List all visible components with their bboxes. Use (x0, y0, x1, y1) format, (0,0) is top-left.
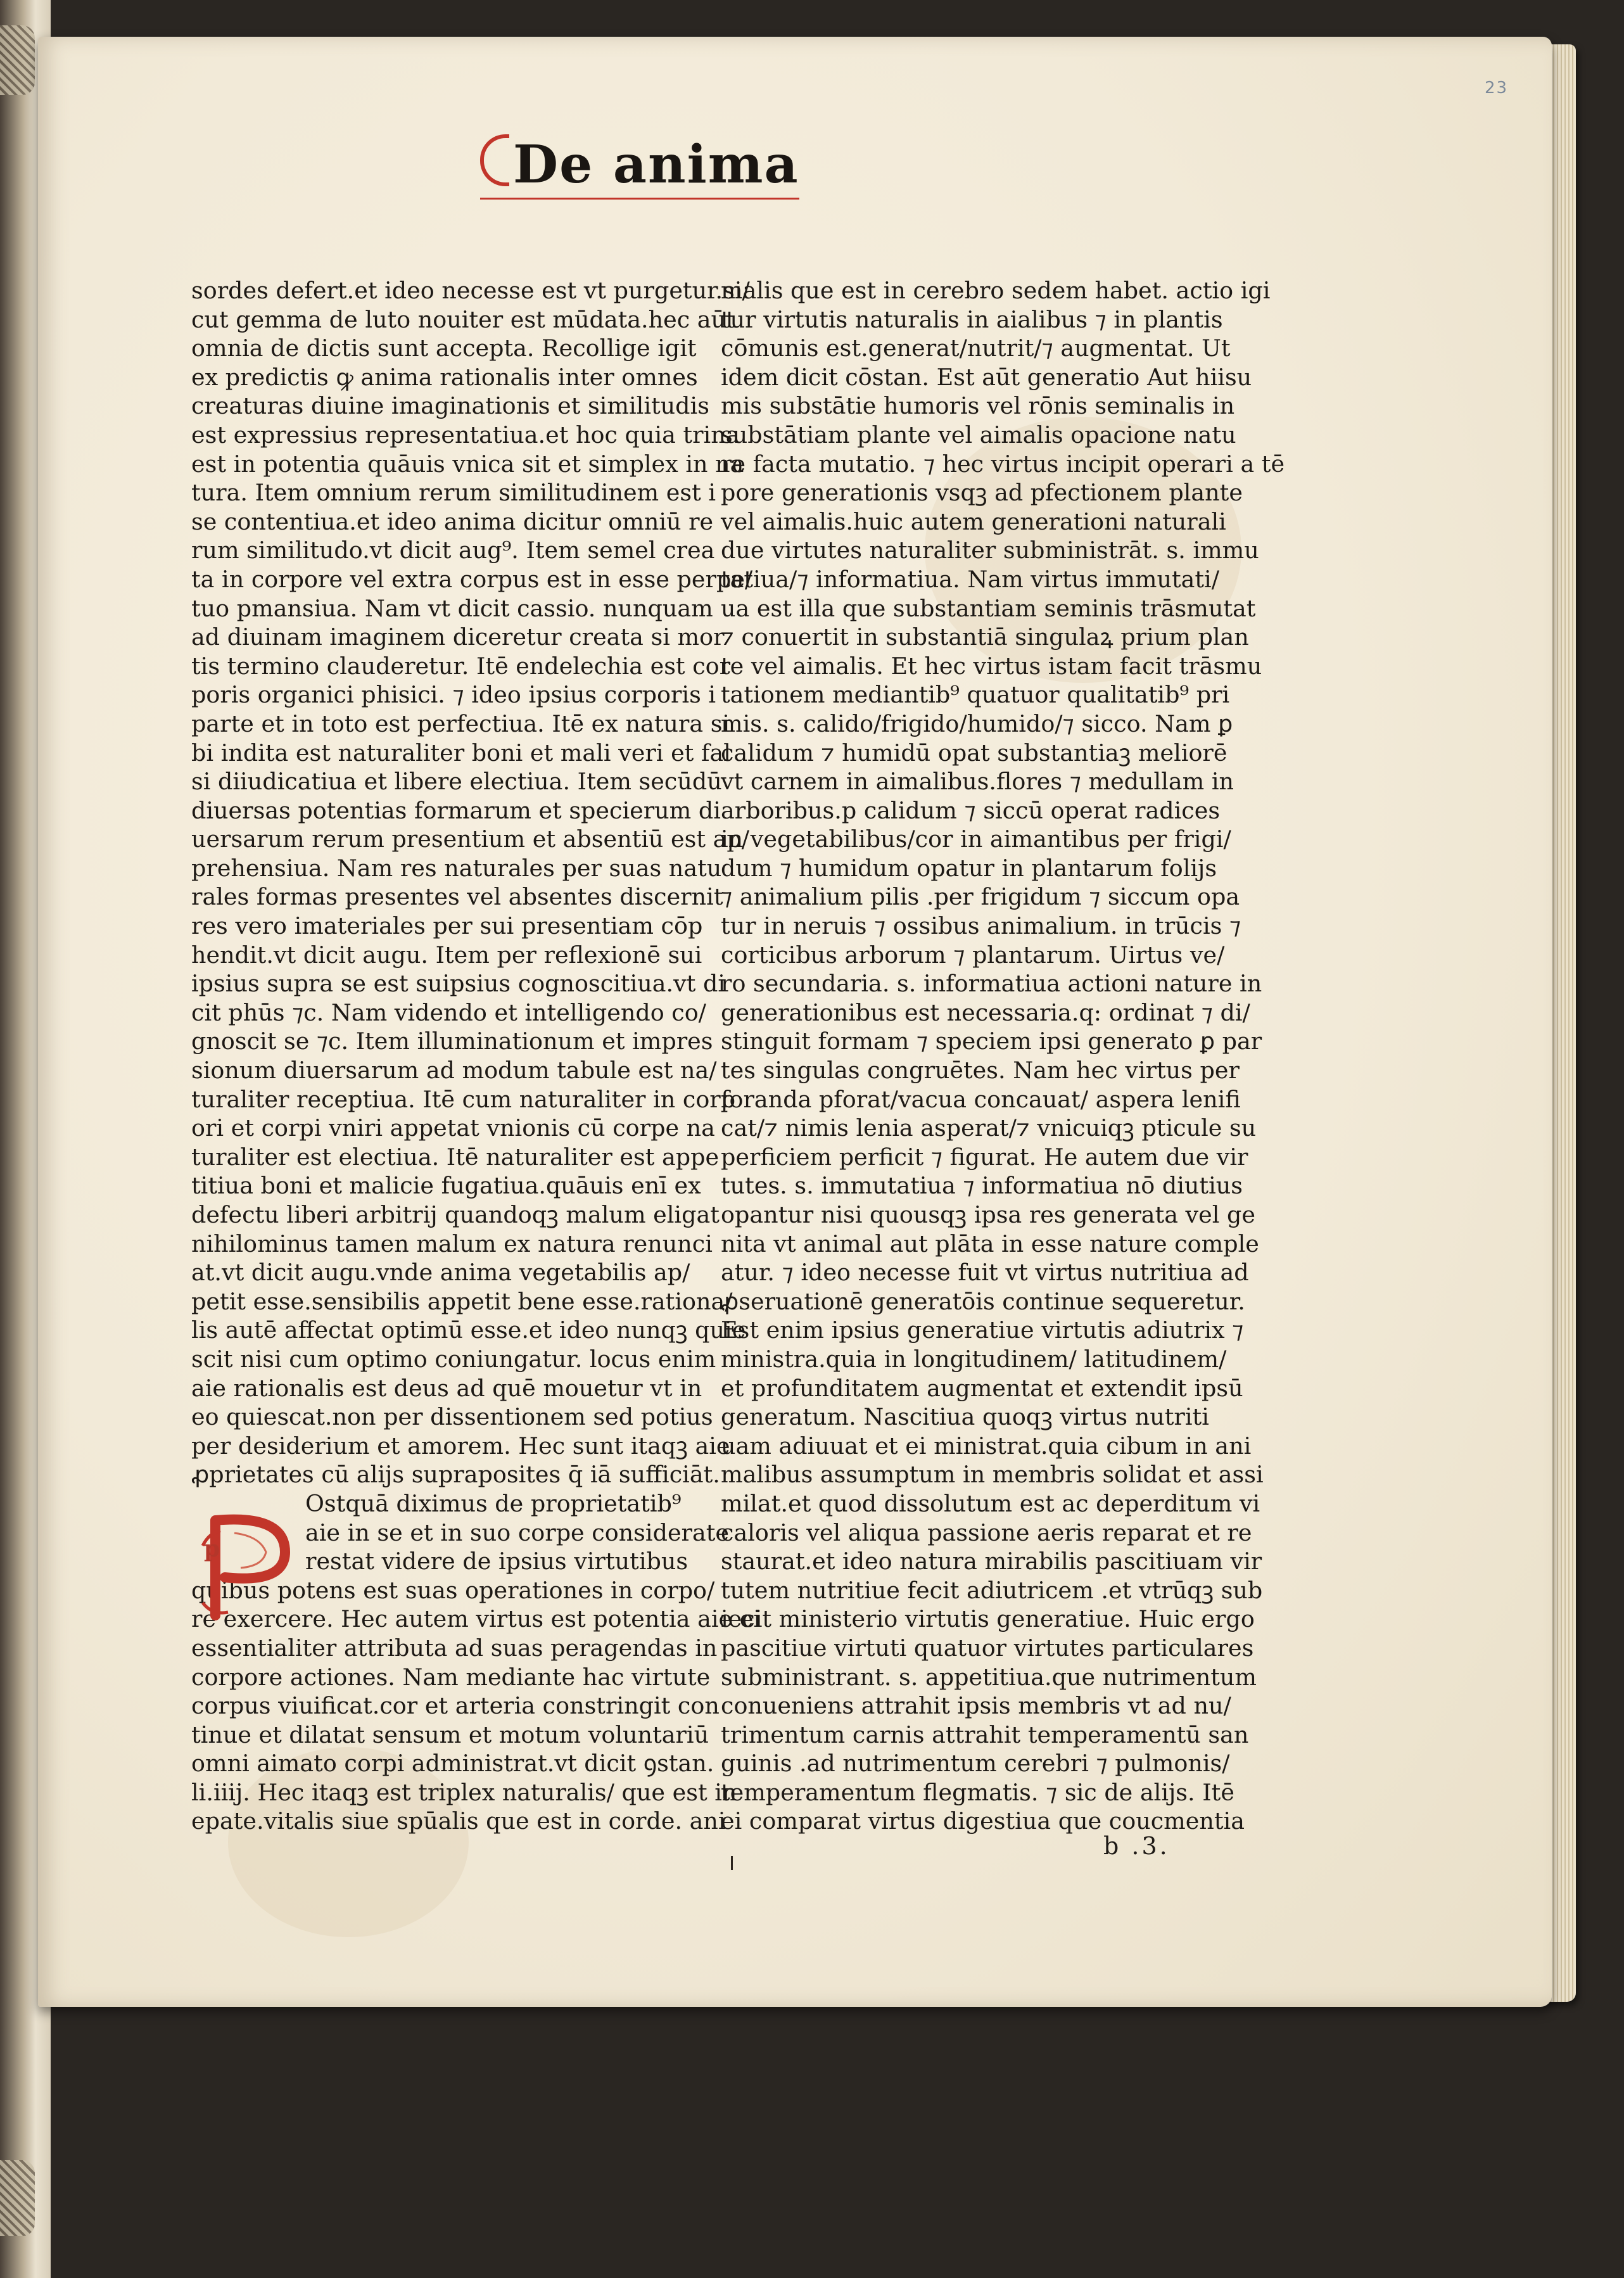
text-line: aie in se et in suo corpe considerate (305, 1518, 730, 1546)
binding-thread-top (0, 25, 35, 95)
text-line: si diiudicatiua et libere electiua. Item secūdū (191, 768, 722, 796)
text-line: ꝓseruationē generatōis continue sequeretur. (721, 1287, 1245, 1315)
text-line: cit phūs ⁊c. Nam videndo et intelligendo co/ (191, 998, 706, 1026)
text-line: hendit.vt dicit augu. Item per reflexionē sui (191, 941, 702, 969)
text-line: cat/⁊ nimis lenia asperat/⁊ vnicuiqꝫ pticule su (721, 1114, 1257, 1142)
text-line: tura. Item omnium rerum similitudinem est i (191, 479, 716, 507)
text-line: in vegetabilibus/cor in aimantibus per frigi/ (721, 825, 1231, 853)
text-line: restat videre de ipsius virtutibus (305, 1548, 688, 1575)
text-line: corpus viuificat.cor et arteria constringit con (191, 1692, 720, 1720)
text-line: vt carnem in aimalibus.flores ⁊ medullam in (721, 768, 1234, 796)
text-line: conueniens attrahit ipsis membris vt ad nu/ (721, 1692, 1231, 1720)
text-line: milat.et quod dissolutum est ac deperditum vi (721, 1489, 1260, 1517)
text-line: due virtutes naturaliter subministrāt. s. immu (721, 537, 1259, 564)
text-line: ministra.quia in longitudinem/ latitudinem/ (721, 1345, 1227, 1373)
text-line: corpore actiones. Nam mediante hac virtute (191, 1663, 711, 1691)
text-line: nihilominus tamen malum ex natura renunci (191, 1230, 713, 1257)
text-line: trimentum carnis attrahit temperamentū san (721, 1721, 1249, 1748)
text-line: corticibus arborum ⁊ plantarum. Uirtus ve/ (721, 941, 1225, 969)
text-line: turaliter est electiua. Itē naturaliter est appe (191, 1143, 720, 1171)
text-line: iecit ministerio virtutis generatiue. Huic ergo (721, 1605, 1255, 1633)
folio-number: 23 (1485, 79, 1509, 98)
text-line: tis termino clauderetur. Itē endelechia est cor (191, 652, 731, 680)
running-head-text: De anima (513, 134, 799, 195)
text-line: stinguit formam ⁊ speciem ipsi generato ꝑ par (721, 1028, 1262, 1055)
text-line: tur in neruis ⁊ ossibus animalium. in trūcis ⁊ (721, 912, 1241, 940)
running-head (480, 134, 799, 200)
text-line: Ostquā diximus de proprietatib⁹ (305, 1489, 682, 1517)
text-line: sordes defert.et ideo necesse est vt purgetur.si/ (191, 277, 750, 304)
text-line: vel aimalis.huic autem generationi naturali (721, 507, 1226, 535)
text-line: perficiem perficit ⁊ figurat. He autem due vir (721, 1143, 1248, 1171)
text-line: generatum. Nascitiua quoqꝫ virtus nutriti (721, 1403, 1209, 1431)
binding-thread-bottom (0, 2160, 35, 2236)
text-line: ua est illa que substantiam seminis trāsmutat (721, 594, 1256, 622)
text-line: bi indita est naturaliter boni et mali veri et fal (191, 739, 731, 767)
text-line: tes singulas congruētes. Nam hec virtus per (721, 1057, 1240, 1085)
text-line: mis. s. calido/frigido/humido/⁊ sicco. Nam ꝑ (721, 709, 1233, 737)
text-line: scit nisi cum optimo coniungatur. locus enim (191, 1345, 716, 1373)
text-line: omnia de dictis sunt accepta. Recollige igit (191, 334, 697, 362)
text-line: tatiua/⁊ informatiua. Nam virtus immutati/ (721, 565, 1220, 593)
text-line: quibus potens est suas operationes in corpo/ (191, 1576, 715, 1604)
text-line: arboribus.p calidum ⁊ siccū operat radices (721, 796, 1221, 824)
text-line: dum ⁊ humidum opatur in plantarum folijs (721, 854, 1217, 882)
decorated-initial-p-icon (190, 1508, 298, 1622)
text-line: mis substātie humoris vel rōnis seminalis in (721, 392, 1235, 420)
text-line: nita vt animal aut plāta in esse nature comple (721, 1230, 1259, 1257)
text-line: cut gemma de luto nouiter est mūdata.hec aūt (191, 305, 735, 333)
text-line: tuo pmansiua. Nam vt dicit cassio. nunquam (191, 594, 713, 622)
text-line: res vero imateriales per sui presentiam cōp (191, 912, 703, 940)
text-line: ro secundaria. s. informatiua actioni nature in (721, 970, 1262, 998)
text-line: prehensiua. Nam res naturales per suas natu (191, 854, 722, 882)
text-line: pascitiue virtuti quatuor virtutes particulares (721, 1634, 1254, 1662)
text-line: te vel aimalis. Et hec virtus istam facit trāsmu (721, 652, 1262, 680)
text-line: Est enim ipsius generatiue virtutis adiutrix ⁊ (721, 1316, 1244, 1344)
text-line: substātiam plante vel aimalis opacione natu (721, 421, 1236, 449)
text-line: ori et corpi vniri appetat vnionis cū corpe na (191, 1114, 715, 1142)
text-line: diuersas potentias formarum et specierum di (191, 796, 721, 824)
text-line: lis autē affectat optimū esse.et ideo nunqꝫ quie (191, 1316, 746, 1344)
text-line: epate.vitalis siue spūalis que est in corde. ani (191, 1807, 726, 1835)
text-line: sionum diuersarum ad modum tabule est na/ (191, 1057, 717, 1085)
text-line: turaliter receptiua. Itē cum naturaliter in corp (191, 1085, 736, 1113)
text-line: at.vt dicit augu.vnde anima vegetabilis ap/ (191, 1259, 690, 1287)
text-line: ad diuinam imaginem diceretur creata si mor (191, 623, 725, 651)
text-line: calidum ⁊ humidū opat substantiaꝫ meliorē (721, 739, 1228, 767)
text-line: defectu liberi arbitrij quandoqꝫ malum eligat (191, 1201, 720, 1228)
text-line: se contentiua.et ideo anima dicitur omniū re (191, 507, 714, 535)
text-line: parte et in toto est perfectiua. Itē ex natura si (191, 709, 730, 737)
text-column-right (721, 276, 1285, 1836)
text-line: staurat.et ideo natura mirabilis pascitiuam vir (721, 1548, 1262, 1575)
text-line: uam adiuuat et ei ministrat.quia cibum in ani (721, 1432, 1252, 1460)
text-line: opantur nisi quousqꝫ ipsa res generata vel ge (721, 1201, 1256, 1228)
text-line: rales formas presentes vel absentes discernit (191, 883, 723, 911)
text-line: malis que est in cerebro sedem habet. actio igi (721, 277, 1271, 304)
text-line: rum similitudo.vt dicit aug⁹. Item semel crea (191, 537, 715, 564)
text-line: li.iiij. Hec itaqꝫ est triplex naturalis/ que est in (191, 1778, 737, 1806)
text-line: omni aimato corpi administrat.vt dicit ꝯstan. (191, 1750, 714, 1778)
text-line: creaturas diuine imaginationis et similitudis (191, 392, 709, 420)
text-line: et profunditatem augmentat et extendit ipsū (721, 1374, 1243, 1402)
text-line: malibus assumptum in membris solidat et assi (721, 1461, 1264, 1489)
text-line: ⁊ conuertit in substantiā singulaꝝ prium plan (721, 623, 1249, 651)
text-line: tationem mediantib⁹ quatuor qualitatib⁹ pri (721, 681, 1230, 709)
text-line: guinis .ad nutrimentum cerebri ⁊ pulmonis/ (721, 1750, 1230, 1778)
text-line: est expressius representatiua.et hoc quia trina (191, 421, 740, 449)
text-line: cōmunis est.generat/nutrit/⁊ augmentat. Ut (721, 334, 1231, 362)
text-line: foranda pforat/vacua concauat/ aspera lenifi (721, 1085, 1241, 1113)
rubric-mark-icon (480, 134, 509, 186)
text-line: tutes. s. immutatiua ⁊ informatiua nō diutius (721, 1172, 1243, 1200)
text-line: pore generationis vsqꝫ ad pfectionem plante (721, 479, 1243, 507)
text-line: ⁊ animalium pilis .per frigidum ⁊ siccum opa (721, 883, 1240, 911)
text-line: aie rationalis est deus ad quē mouetur vt in (191, 1374, 702, 1402)
text-line: essentialiter attributa ad suas peragendas in (191, 1634, 718, 1662)
text-line: poris organici phisici. ⁊ ideo ipsius corporis i (191, 681, 716, 709)
text-line: tutem nutritiue fecit adiutricem .et vtrūqꝫ sub (721, 1576, 1263, 1604)
text-line: subministrant. s. appetitiua.que nutrimentum (721, 1663, 1257, 1691)
text-line: re exercere. Hec autem virtus est potentia aie ei (191, 1605, 761, 1633)
text-line: est in potentia quāuis vnica sit et simplex in na (191, 450, 744, 478)
catchword-mark (731, 1856, 733, 1870)
text-line: generationibus est necessaria.q: ordinat ⁊ di/ (721, 998, 1250, 1026)
text-line: atur. ⁊ ideo necesse fuit vt virtus nutritiua ad (721, 1259, 1249, 1287)
text-line: tur virtutis naturalis in aialibus ⁊ in plantis (721, 305, 1223, 333)
text-line: ei comparat virtus digestiua que coucmentia (721, 1807, 1245, 1835)
text-line: gnoscit se ⁊c. Item illuminationum et impres (191, 1028, 713, 1055)
text-line: petit esse.sensibilis appetit bene esse.rationa/ (191, 1287, 733, 1315)
signature-mark: b .3. (1103, 1832, 1170, 1860)
text-line: uersarum rerum presentium et absentiū est ap/ (191, 825, 750, 853)
text-line: idem dicit cōstan. Est aūt generatio Aut hiisu (721, 363, 1252, 391)
text-line: caloris vel aliqua passione aeris reparat et re (721, 1518, 1252, 1546)
text-line: temperamentum flegmatis. ⁊ sic de alijs. Itē (721, 1778, 1234, 1806)
text-line: titiua boni et malicie fugatiua.quāuis enī ex (191, 1172, 701, 1200)
text-line: tinue et dilatat sensum et motum voluntariū (191, 1721, 709, 1748)
guide-letter: p (204, 1536, 220, 1562)
text-line: re facta mutatio. ⁊ hec virtus incipit operari a tē (721, 450, 1285, 478)
text-line: per desiderium et amorem. Hec sunt itaqꝫ aie (191, 1432, 730, 1460)
text-line: eo quiescat.non per dissentionem sed potius (191, 1403, 713, 1431)
text-line: ꝓprietates cū alijs supraposites q̄ iā sufficiāt. (191, 1461, 720, 1489)
text-line: ex predictis ꝙ anima rationalis inter omnes (191, 363, 698, 391)
text-line: ipsius supra se est suipsius cognoscitiua.vt di (191, 970, 726, 998)
text-line: ta in corpore vel extra corpus est in esse perpe/ (191, 565, 753, 593)
